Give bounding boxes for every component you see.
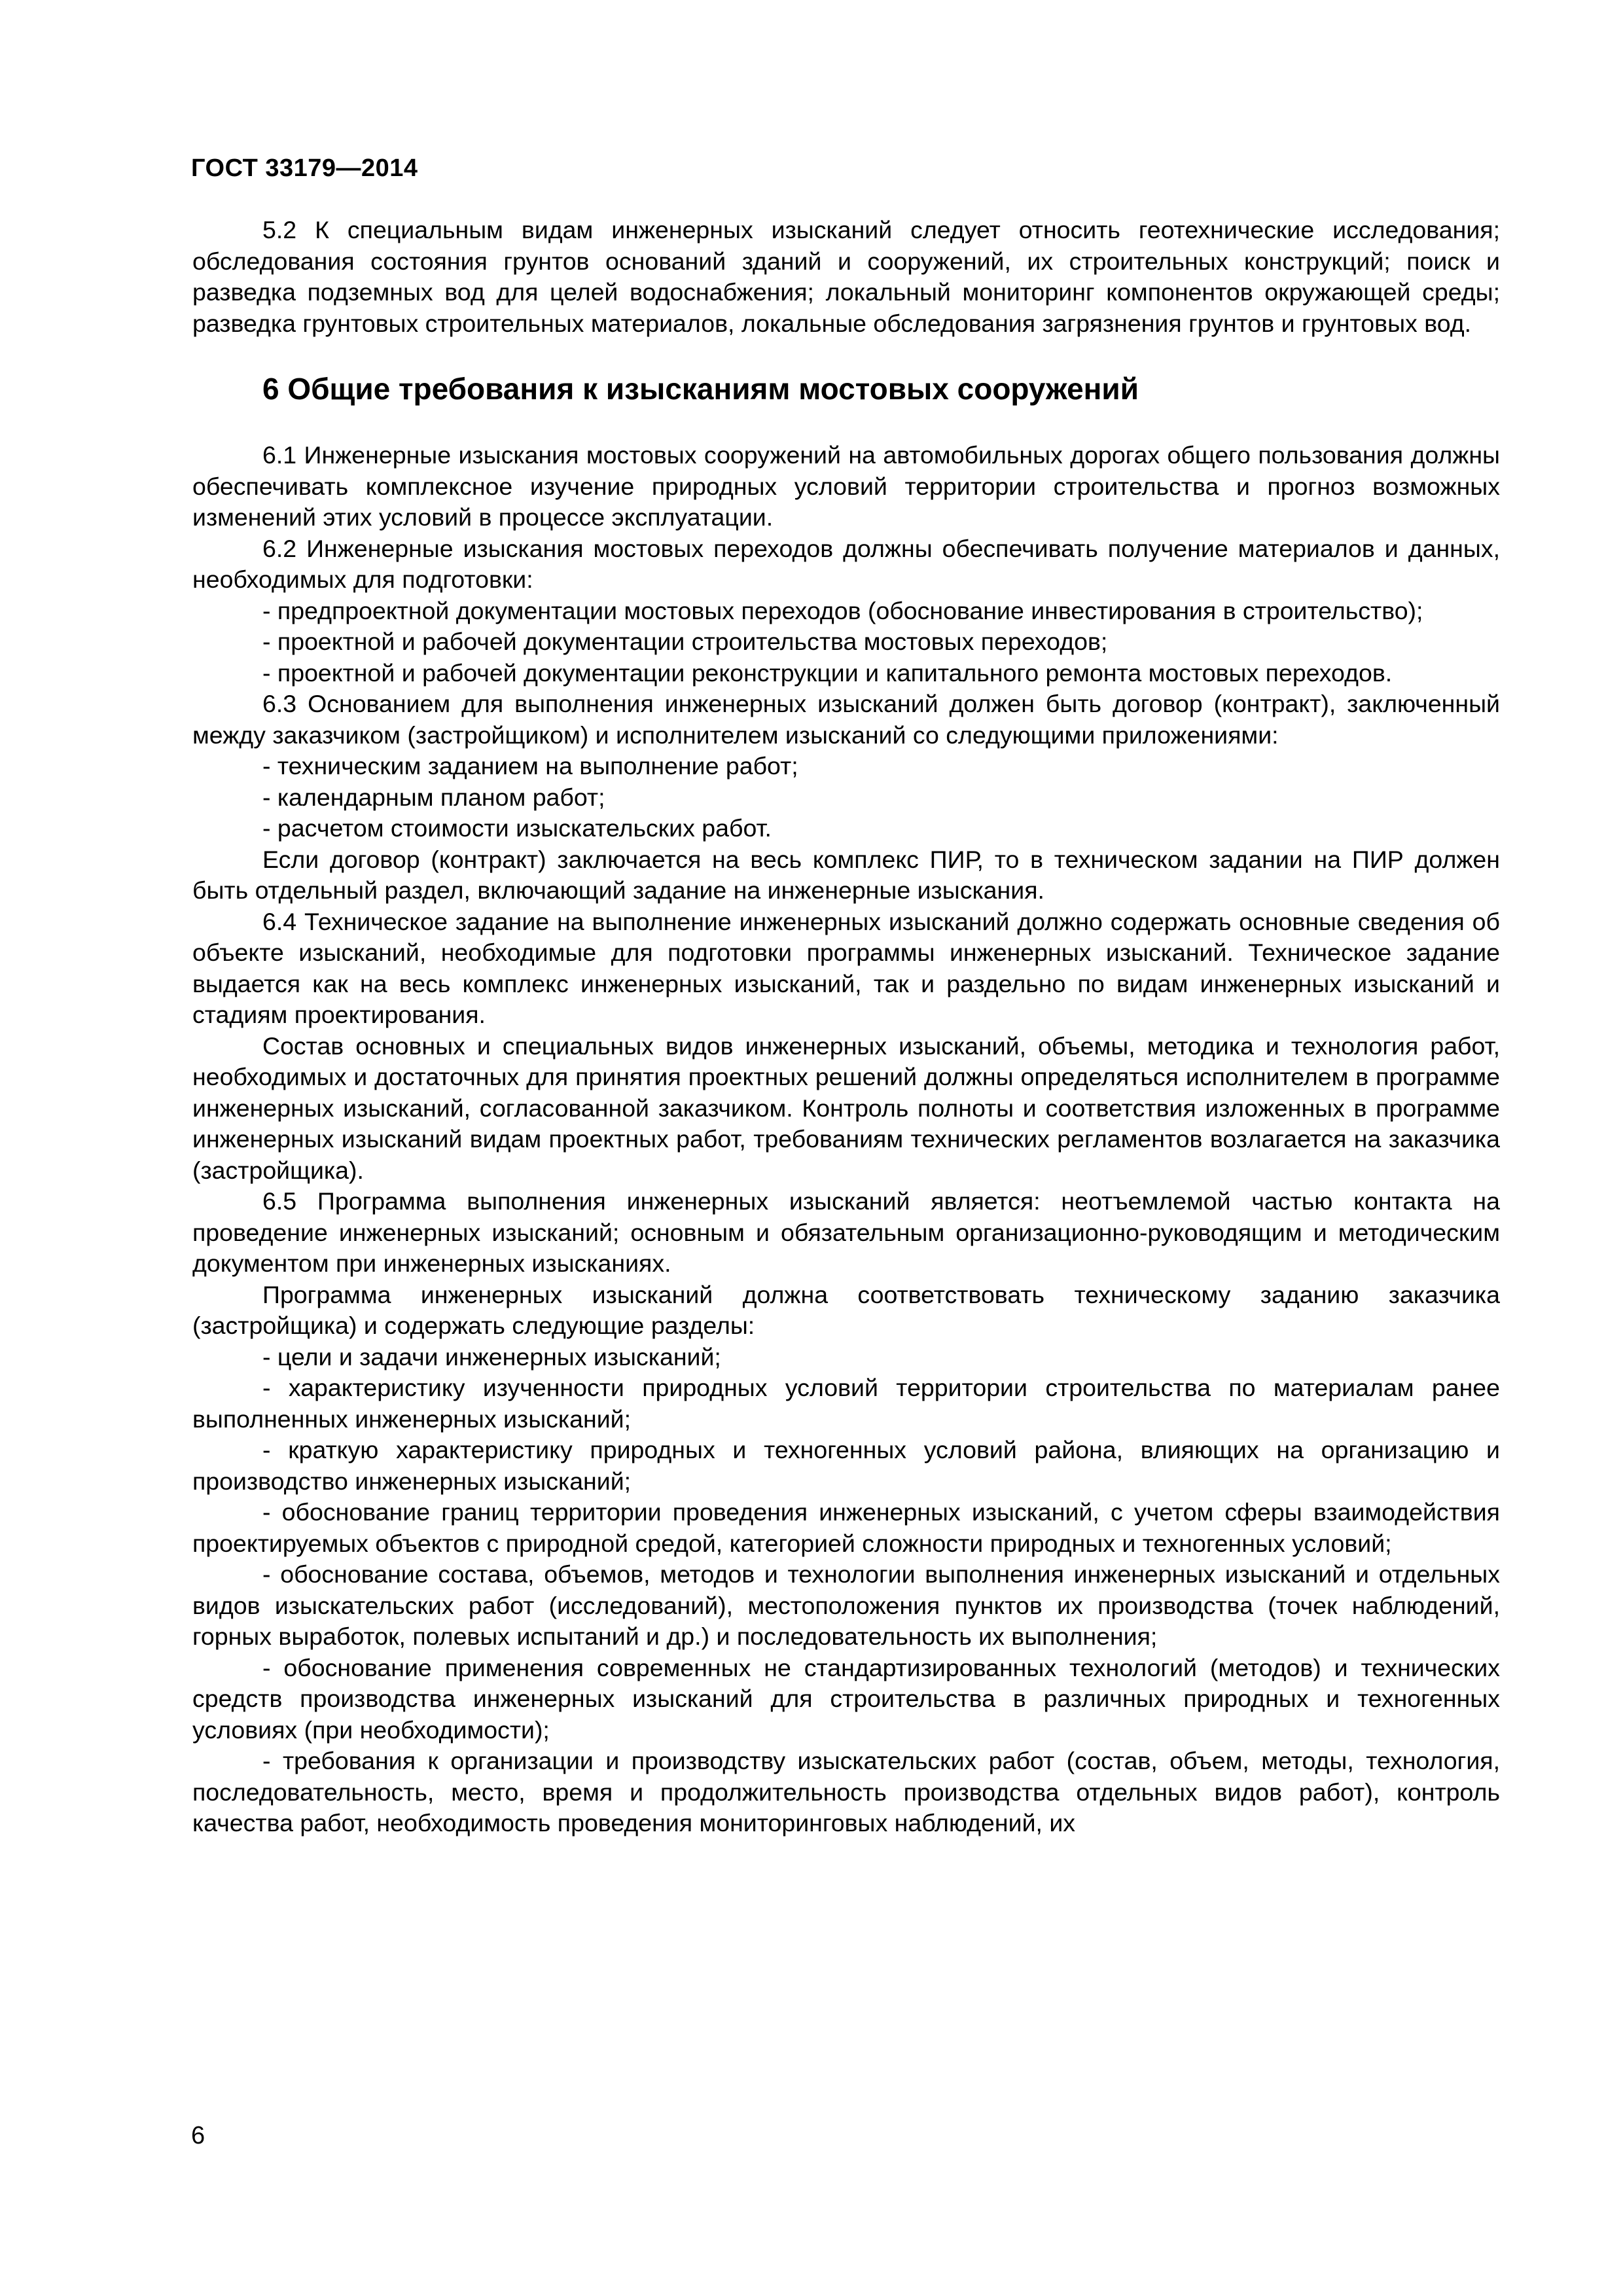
page-body — [192, 215, 1500, 1839]
paragraph-5-2: 5.2 К специальным видам инженерных изысканий следует относить геотехнические исследования; обследования состояния грунтов оснований зданий и сооружений, их строительных конструкций; поиск и разведка подземных вод для целей водоснабжения; локальный мониторинг компонентов окружающей среды; разведка грунтовых строительных материалов, локальные обследования загрязнения грунтов и грунтовых вод. — [192, 216, 1500, 337]
list-item: - расчетом стоимости изыскательских работ. — [262, 814, 772, 842]
paragraph: Состав основных и специальных видов инженерных изысканий, объемы, методика и технология работ, необходимых и достаточных для принятия проектных решений должны определяться исполнителем в программе инженерных изысканий, согласованной заказчиком. Контроль полноты и соответствия изложенных в программе инженерных изысканий видам проектных работ, требованиям технических регламентов возлагается на заказчика (застройщика). — [192, 1031, 1500, 1184]
list-item: - обоснование применения современных не стандартизированных технологий (методов) и технических средств производства инженерных изысканий для строительства в различных природных и техногенных условиях (при необходимости); — [192, 1653, 1500, 1744]
page-number: 6 — [191, 2122, 205, 2149]
list-item: - характеристику изученности природных условий территории строительства по материалам ранее выполненных инженерных изысканий; — [192, 1374, 1500, 1433]
paragraph: Программа инженерных изысканий должна соответствовать техническому заданию заказчика (застройщика) и содержать следующие разделы: — [192, 1280, 1500, 1339]
list-item: - проектной и рабочей документации реконструкции и капитального ремонта мостовых переходов. — [262, 658, 1393, 687]
paragraph: 6.3 Основанием для выполнения инженерных изысканий должен быть договор (контракт), заключенный между заказчиком (застройщиком) и исполнителем изысканий со следующими приложениями: — [192, 690, 1500, 749]
list-item: - календарным планом работ; — [262, 783, 605, 811]
paragraph: 6.1 Инженерные изыскания мостовых сооружений на автомобильных дорогах общего пользования должны обеспечивать комплексное изучение природных условий территории строительства и прогноз возможных изменений этих условий в процессе эксплуатации. — [192, 441, 1500, 531]
list-item: - обоснование состава, объемов, методов и технологии выполнения инженерных изысканий и отдельных видов изыскательских работ (исследований), местоположения пунктов их производства (точек наблюдений, горных выработок, полевых испытаний и др.) и последовательность их выполнения; — [192, 1560, 1500, 1650]
list-item: - обоснование границ территории проведения инженерных изысканий, с учетом сферы взаимодействия проектируемых объектов с природной средой, категорией сложности природных и техногенных условий; — [192, 1498, 1500, 1557]
list-item: - проектной и рабочей документации строительства мостовых переходов; — [262, 628, 1108, 655]
list-item: - требования к организации и производству изыскательских работ (состав, объем, методы, технология, последовательность, место, время и продолжительность производства отдельных видов работ), контроль качества работ, необходимость проведения мониторинговых наблюдений, их — [192, 1747, 1500, 1837]
paragraph: Если договор (контракт) заключается на весь комплекс ПИР, то в техническом задании на ПИР должен быть отдельный раздел, включающий задание на инженерные изыскания. — [192, 845, 1500, 904]
list-item: - краткую характеристику природных и техногенных условий района, влияющих на организацию и производство инженерных изысканий; — [192, 1436, 1500, 1495]
document-header: ГОСТ 33179—2014 — [191, 154, 418, 182]
paragraph: 6.5 Программа выполнения инженерных изысканий является: неотъемлемой частью контакта на проведение инженерных изысканий; основным и обязательным организационно-руководящим и методическим документом при инженерных изысканиях. — [192, 1187, 1500, 1277]
section-title: 6 Общие требования к изысканиям мостовых сооружений — [262, 372, 1139, 406]
list-item: - предпроектной документации мостовых переходов (обоснование инвестирования в строительство); — [262, 596, 1423, 624]
list-item: - техническим заданием на выполнение работ; — [262, 752, 798, 780]
list-item: - цели и задачи инженерных изысканий; — [262, 1342, 721, 1371]
paragraph: 6.4 Техническое задание на выполнение инженерных изысканий должно содержать основные сведения об объекте изысканий, необходимые для подготовки программы инженерных изысканий. Техническое задание выдается как на весь комплекс инженерных изысканий, так и раздельно по видам инженерных изысканий и стадиям проектирования. — [192, 907, 1500, 1028]
paragraph: 6.2 Инженерные изыскания мостовых переходов должны обеспечивать получение материалов и данных, необходимых для подготовки: — [192, 534, 1500, 593]
